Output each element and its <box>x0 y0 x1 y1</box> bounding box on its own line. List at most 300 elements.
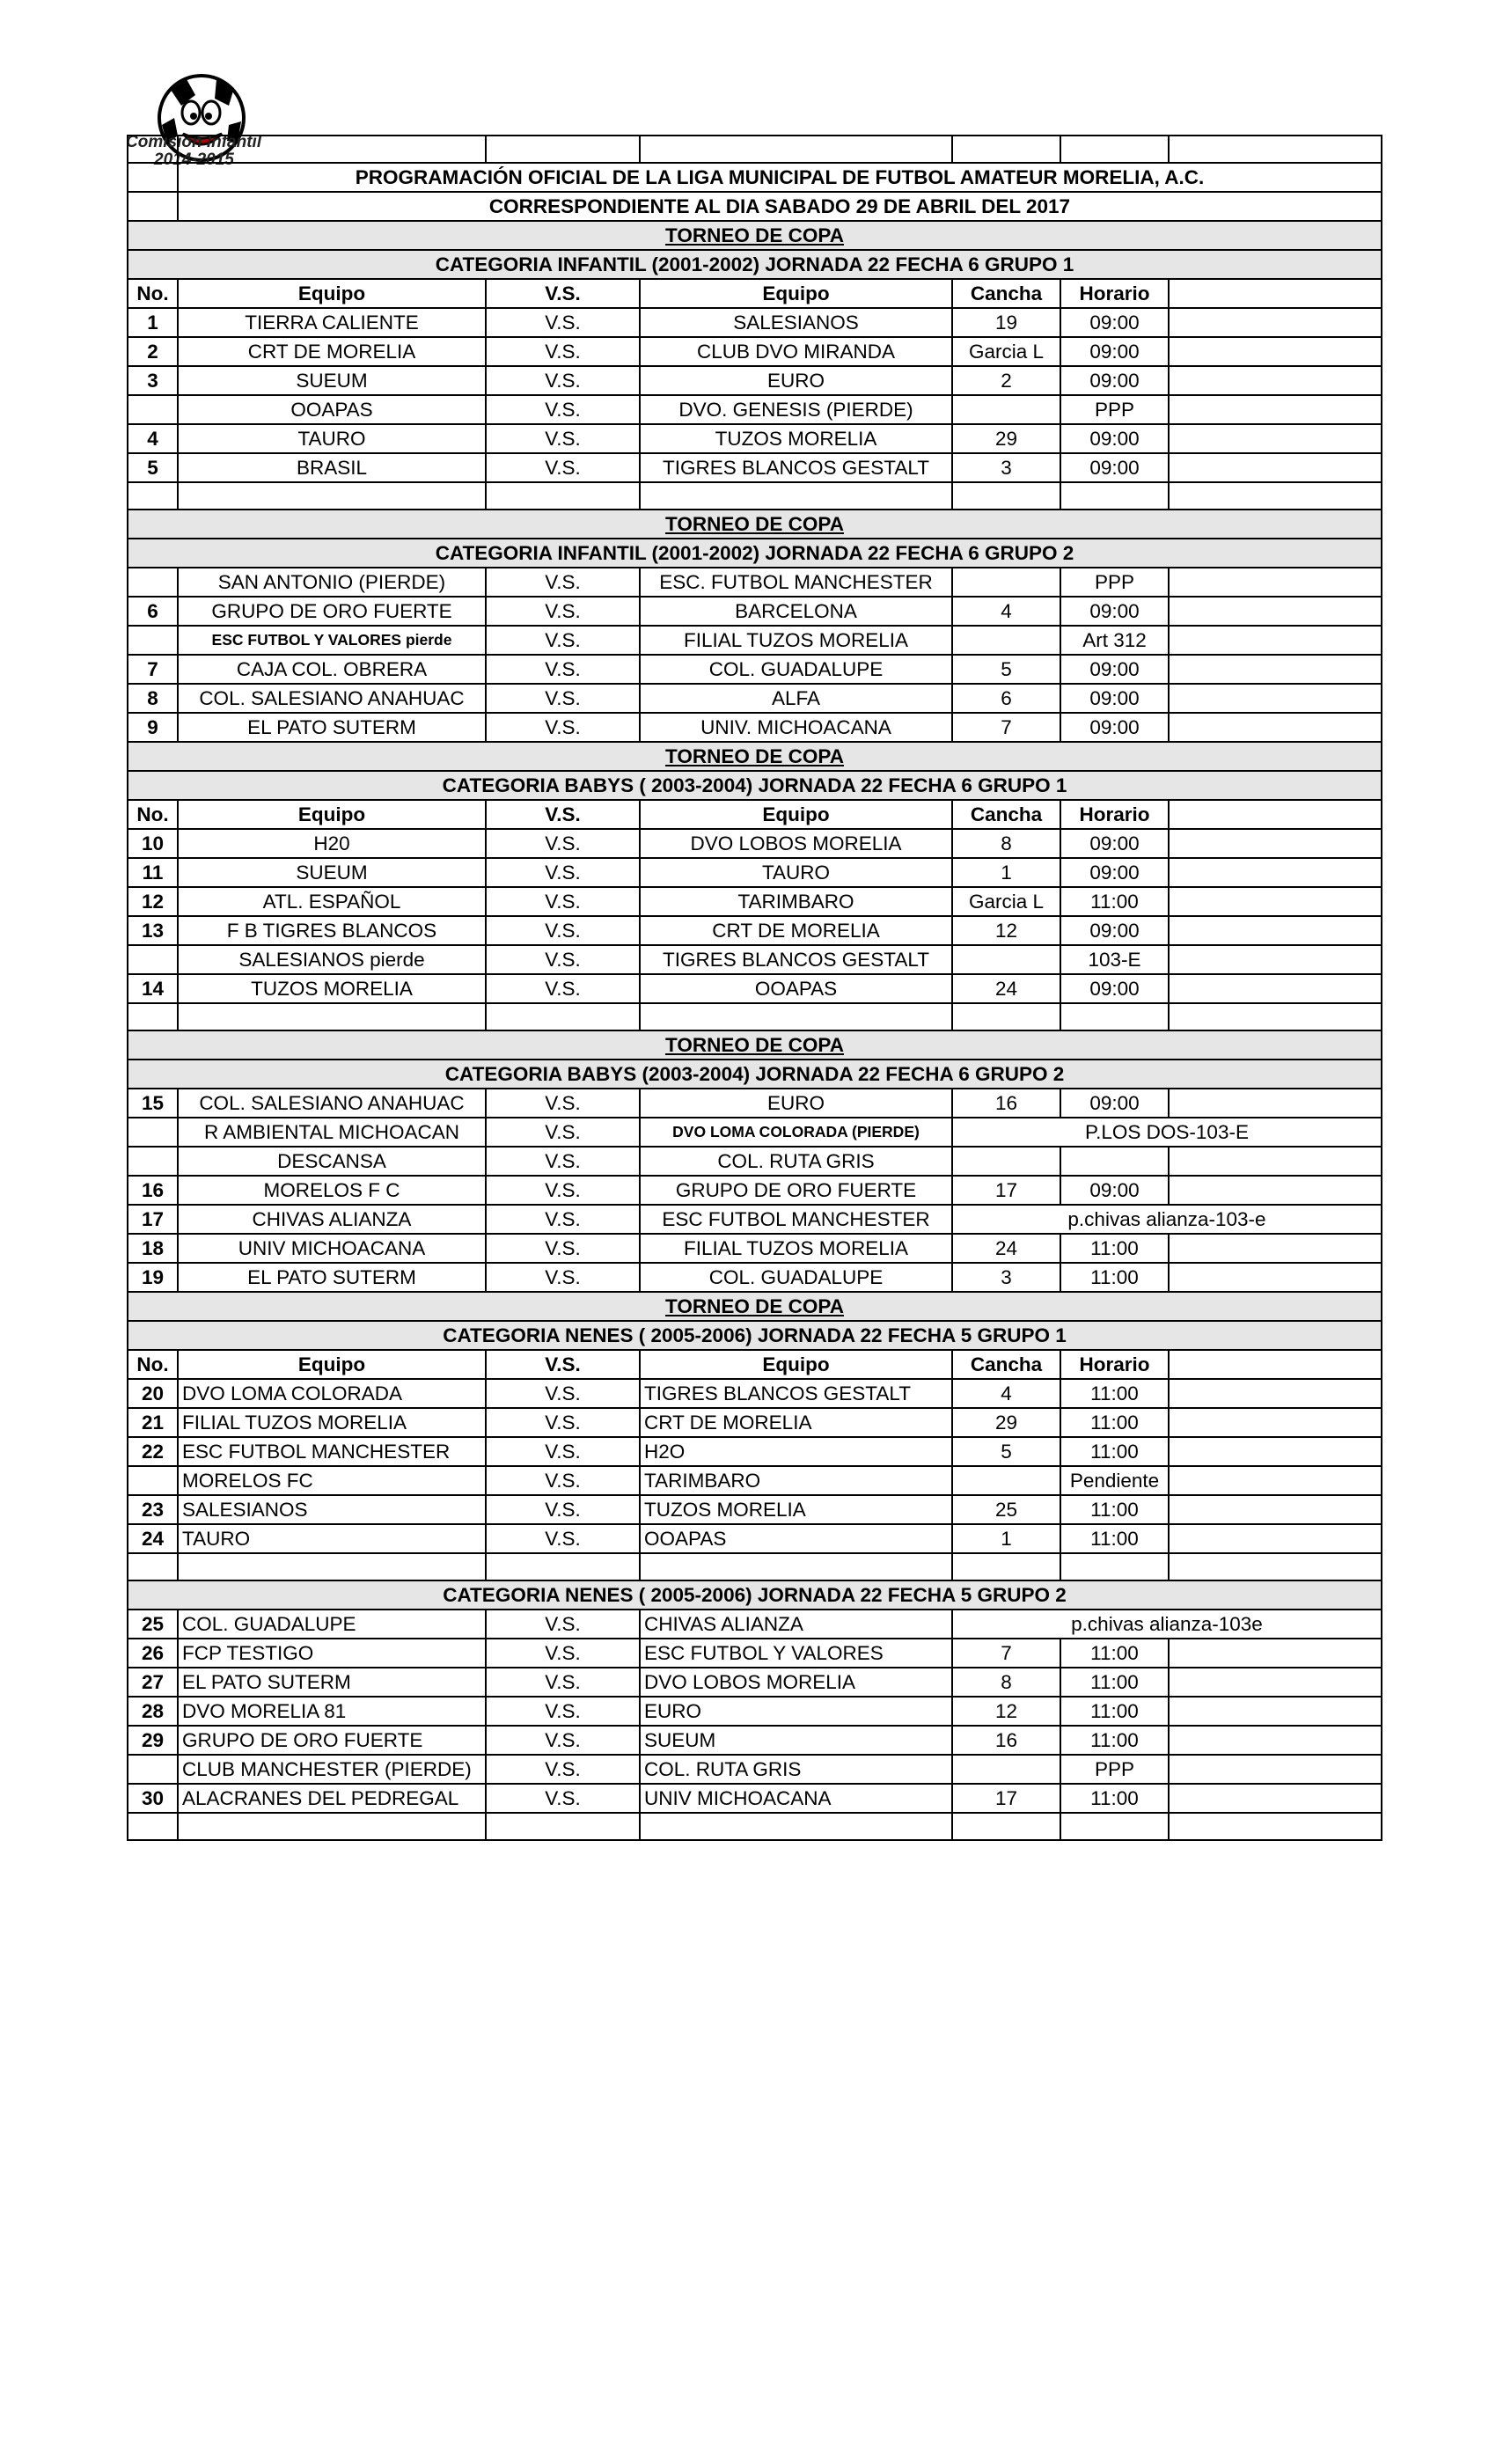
schedule-table <box>127 135 1382 1841</box>
field-number: 5 <box>952 655 1060 684</box>
tournament-row <box>128 1030 1382 1060</box>
category-row <box>128 1060 1382 1089</box>
field-number: 2 <box>952 366 1060 395</box>
match-time: PPP <box>1060 395 1169 424</box>
match-time: 09:00 <box>1060 916 1169 945</box>
field-number: 6 <box>952 684 1060 713</box>
vs-label: V.S. <box>486 655 640 684</box>
match-number <box>128 1466 178 1495</box>
away-team: TUZOS MORELIA <box>640 1495 952 1524</box>
vs-label: V.S. <box>486 1118 640 1147</box>
empty-cell <box>1060 136 1169 163</box>
away-team: ALFA <box>640 684 952 713</box>
col-header-team-home: Equipo <box>178 1350 486 1379</box>
match-time: 09:00 <box>1060 1176 1169 1205</box>
col-header-team-away: Equipo <box>640 1350 952 1379</box>
col-header-vs: V.S. <box>486 1350 640 1379</box>
away-team: EURO <box>640 366 952 395</box>
away-team: COL. RUTA GRIS <box>640 1755 952 1784</box>
match-number: 22 <box>128 1437 178 1466</box>
home-team: H20 <box>178 829 486 858</box>
match-row <box>128 1408 1382 1437</box>
match-number: 16 <box>128 1176 178 1205</box>
field-number: 24 <box>952 974 1060 1003</box>
match-number: 5 <box>128 453 178 482</box>
match-number: 19 <box>128 1263 178 1292</box>
vs-label: V.S. <box>486 1755 640 1784</box>
empty-cell <box>1169 1524 1382 1553</box>
empty-cell <box>1060 482 1169 510</box>
home-team: TAURO <box>178 424 486 453</box>
match-number: 1 <box>128 308 178 337</box>
match-time: 11:00 <box>1060 1524 1169 1553</box>
match-time: 11:00 <box>1060 1234 1169 1263</box>
category-row <box>128 250 1382 279</box>
away-team: BARCELONA <box>640 597 952 626</box>
match-time: 11:00 <box>1060 1639 1169 1668</box>
away-team: TIGRES BLANCOS GESTALT <box>640 453 952 482</box>
match-number <box>128 945 178 974</box>
empty-cell <box>178 1813 486 1840</box>
col-header-team-away: Equipo <box>640 279 952 308</box>
vs-label: V.S. <box>486 1639 640 1668</box>
empty-cell <box>640 482 952 510</box>
empty-cell <box>1169 568 1382 597</box>
home-team: OOAPAS <box>178 395 486 424</box>
vs-label: V.S. <box>486 1668 640 1697</box>
empty-cell <box>1169 916 1382 945</box>
match-time: 11:00 <box>1060 1726 1169 1755</box>
away-team: CRT DE MORELIA <box>640 1408 952 1437</box>
empty-cell <box>1169 279 1382 308</box>
col-header-time: Horario <box>1060 800 1169 829</box>
match-number: 12 <box>128 887 178 916</box>
match-row <box>128 1466 1382 1495</box>
field-number <box>952 1147 1060 1176</box>
vs-label: V.S. <box>486 1089 640 1118</box>
field-number: 1 <box>952 1524 1060 1553</box>
empty-cell <box>1060 1553 1169 1580</box>
match-row <box>128 1697 1382 1726</box>
match-time: 09:00 <box>1060 829 1169 858</box>
match-number <box>128 395 178 424</box>
match-row <box>128 1205 1382 1234</box>
home-team: FILIAL TUZOS MORELIA <box>178 1408 486 1437</box>
empty-cell <box>1169 1553 1382 1580</box>
empty-cell <box>1169 308 1382 337</box>
field-number: 4 <box>952 1379 1060 1408</box>
home-team: SALESIANOS pierde <box>178 945 486 974</box>
away-team: TARIMBARO <box>640 887 952 916</box>
field-number: 4 <box>952 597 1060 626</box>
col-header-team-away: Equipo <box>640 800 952 829</box>
match-number: 27 <box>128 1668 178 1697</box>
vs-label: V.S. <box>486 1726 640 1755</box>
vs-label: V.S. <box>486 1466 640 1495</box>
field-number: 29 <box>952 1408 1060 1437</box>
match-number <box>128 1118 178 1147</box>
column-header-row <box>128 800 1382 829</box>
field-number: 1 <box>952 858 1060 887</box>
match-row <box>128 626 1382 655</box>
empty-cell <box>1169 800 1382 829</box>
title-row <box>128 163 1382 192</box>
field-number: 12 <box>952 916 1060 945</box>
home-team: CRT DE MORELIA <box>178 337 486 366</box>
category-row <box>128 539 1382 568</box>
match-number: 15 <box>128 1089 178 1118</box>
col-header-field: Cancha <box>952 800 1060 829</box>
empty-cell <box>1169 1784 1382 1813</box>
vs-label: V.S. <box>486 945 640 974</box>
match-number: 3 <box>128 366 178 395</box>
match-time: 09:00 <box>1060 597 1169 626</box>
match-number <box>128 568 178 597</box>
home-team: SALESIANOS <box>178 1495 486 1524</box>
vs-label: V.S. <box>486 1176 640 1205</box>
match-number: 24 <box>128 1524 178 1553</box>
match-time: 09:00 <box>1060 337 1169 366</box>
home-team: ALACRANES DEL PEDREGAL <box>178 1784 486 1813</box>
home-team: SUEUM <box>178 858 486 887</box>
field-number: 3 <box>952 1263 1060 1292</box>
field-number <box>952 1755 1060 1784</box>
match-number: 21 <box>128 1408 178 1437</box>
away-team: SALESIANOS <box>640 308 952 337</box>
empty-cell <box>1169 366 1382 395</box>
match-number: 2 <box>128 337 178 366</box>
field-number: 5 <box>952 1437 1060 1466</box>
empty-cell <box>1169 482 1382 510</box>
field-number: 19 <box>952 308 1060 337</box>
match-number: 26 <box>128 1639 178 1668</box>
home-team: TUZOS MORELIA <box>178 974 486 1003</box>
category-title: CATEGORIA BABYS ( 2003-2004) JORNADA 22 FECHA 6 GRUPO 1 <box>128 771 1382 800</box>
away-team: ESC. FUTBOL MANCHESTER <box>640 568 952 597</box>
subtitle-row <box>128 192 1382 221</box>
home-team: EL PATO SUTERM <box>178 1668 486 1697</box>
empty-cell <box>952 1003 1060 1030</box>
match-number: 10 <box>128 829 178 858</box>
tournament-title: TORNEO DE COPA <box>128 1292 1382 1321</box>
match-number: 4 <box>128 424 178 453</box>
match-time: 103-E <box>1060 945 1169 974</box>
empty-cell <box>640 1553 952 1580</box>
match-time: 09:00 <box>1060 713 1169 742</box>
away-team: FILIAL TUZOS MORELIA <box>640 1234 952 1263</box>
field-number: 25 <box>952 1495 1060 1524</box>
away-team: TUZOS MORELIA <box>640 424 952 453</box>
vs-label: V.S. <box>486 684 640 713</box>
col-header-field: Cancha <box>952 279 1060 308</box>
away-team: H2O <box>640 1437 952 1466</box>
category-row <box>128 771 1382 800</box>
vs-label: V.S. <box>486 829 640 858</box>
col-header-time: Horario <box>1060 1350 1169 1379</box>
blank-row <box>128 1813 1382 1840</box>
empty-cell <box>1169 684 1382 713</box>
match-row <box>128 1784 1382 1813</box>
match-number: 18 <box>128 1234 178 1263</box>
col-header-no: No. <box>128 1350 178 1379</box>
empty-cell <box>952 136 1060 163</box>
home-team: SUEUM <box>178 366 486 395</box>
empty-cell <box>952 1813 1060 1840</box>
match-row <box>128 858 1382 887</box>
home-team: MORELOS F C <box>178 1176 486 1205</box>
field-number: Garcia L <box>952 337 1060 366</box>
match-time: 09:00 <box>1060 858 1169 887</box>
column-header-row <box>128 279 1382 308</box>
empty-cell <box>1169 1350 1382 1379</box>
match-row <box>128 308 1382 337</box>
empty-cell <box>1169 858 1382 887</box>
home-team: ATL. ESPAÑOL <box>178 887 486 916</box>
home-team: COL. SALESIANO ANAHUAC <box>178 684 486 713</box>
empty-cell <box>1169 1668 1382 1697</box>
away-team: OOAPAS <box>640 974 952 1003</box>
field-number <box>952 395 1060 424</box>
tournament-title: TORNEO DE COPA <box>128 510 1382 539</box>
vs-label: V.S. <box>486 1263 640 1292</box>
match-time: 11:00 <box>1060 1668 1169 1697</box>
match-time: 09:00 <box>1060 684 1169 713</box>
match-number <box>128 1147 178 1176</box>
empty-cell <box>1169 945 1382 974</box>
match-time: 11:00 <box>1060 1495 1169 1524</box>
field-number: 17 <box>952 1176 1060 1205</box>
match-row <box>128 1263 1382 1292</box>
match-row <box>128 395 1382 424</box>
away-team: CLUB DVO MIRANDA <box>640 337 952 366</box>
home-team: CLUB MANCHESTER (PIERDE) <box>178 1755 486 1784</box>
empty-cell <box>178 136 486 163</box>
match-number: 13 <box>128 916 178 945</box>
field-number <box>952 568 1060 597</box>
vs-label: V.S. <box>486 1524 640 1553</box>
field-number: 8 <box>952 829 1060 858</box>
field-number <box>952 945 1060 974</box>
empty-cell <box>1060 1003 1169 1030</box>
category-title: CATEGORIA NENES ( 2005-2006) JORNADA 22 FECHA 5 GRUPO 1 <box>128 1321 1382 1350</box>
empty-cell <box>1169 136 1382 163</box>
away-team: COL. GUADALUPE <box>640 655 952 684</box>
empty-cell <box>1169 597 1382 626</box>
page-subtitle: CORRESPONDIENTE AL DIA SABADO 29 DE ABRIL DEL 2017 <box>178 192 1382 221</box>
match-number: 11 <box>128 858 178 887</box>
category-title: CATEGORIA INFANTIL (2001-2002) JORNADA 22 FECHA 6 GRUPO 1 <box>128 250 1382 279</box>
match-number: 28 <box>128 1697 178 1726</box>
empty-cell <box>1169 1234 1382 1263</box>
empty-cell <box>128 192 178 221</box>
category-row <box>128 1321 1382 1350</box>
match-time: 11:00 <box>1060 1379 1169 1408</box>
away-team: EURO <box>640 1089 952 1118</box>
match-row <box>128 1147 1382 1176</box>
empty-cell <box>1169 1147 1382 1176</box>
match-row <box>128 1379 1382 1408</box>
field-number: 8 <box>952 1668 1060 1697</box>
match-time <box>1060 1147 1169 1176</box>
empty-cell <box>1169 1437 1382 1466</box>
empty-cell <box>128 163 178 192</box>
match-row <box>128 1755 1382 1784</box>
vs-label: V.S. <box>486 1234 640 1263</box>
empty-cell <box>1169 1639 1382 1668</box>
match-row <box>128 684 1382 713</box>
home-team: DVO LOMA COLORADA <box>178 1379 486 1408</box>
empty-cell <box>1169 829 1382 858</box>
vs-label: V.S. <box>486 568 640 597</box>
match-note: p.chivas alianza-103-e <box>952 1205 1382 1234</box>
empty-cell <box>486 136 640 163</box>
blank-row <box>128 136 1382 163</box>
vs-label: V.S. <box>486 1495 640 1524</box>
empty-cell <box>1169 453 1382 482</box>
away-team: DVO LOBOS MORELIA <box>640 829 952 858</box>
match-row <box>128 1176 1382 1205</box>
tournament-title: TORNEO DE COPA <box>128 221 1382 250</box>
away-team: SUEUM <box>640 1726 952 1755</box>
home-team: COL. SALESIANO ANAHUAC <box>178 1089 486 1118</box>
empty-cell <box>1169 1089 1382 1118</box>
field-number: 3 <box>952 453 1060 482</box>
vs-label: V.S. <box>486 1147 640 1176</box>
empty-cell <box>128 1003 178 1030</box>
match-row <box>128 887 1382 916</box>
match-row <box>128 1495 1382 1524</box>
match-row <box>128 945 1382 974</box>
match-time: 09:00 <box>1060 453 1169 482</box>
home-team: UNIV MICHOACANA <box>178 1234 486 1263</box>
logo-caption-line1: Comisión Infantil <box>126 133 262 151</box>
blank-row <box>128 1003 1382 1030</box>
field-number: 29 <box>952 424 1060 453</box>
field-number: 16 <box>952 1726 1060 1755</box>
match-time: 11:00 <box>1060 1784 1169 1813</box>
vs-label: V.S. <box>486 597 640 626</box>
vs-label: V.S. <box>486 887 640 916</box>
home-team: EL PATO SUTERM <box>178 1263 486 1292</box>
away-team: TIGRES BLANCOS GESTALT <box>640 945 952 974</box>
empty-cell <box>128 1553 178 1580</box>
away-team: DVO LOBOS MORELIA <box>640 1668 952 1697</box>
match-time: PPP <box>1060 1755 1169 1784</box>
match-time: 09:00 <box>1060 366 1169 395</box>
home-team: TIERRA CALIENTE <box>178 308 486 337</box>
vs-label: V.S. <box>486 916 640 945</box>
column-header-row <box>128 1350 1382 1379</box>
empty-cell <box>486 1813 640 1840</box>
empty-cell <box>1169 1495 1382 1524</box>
empty-cell <box>128 1813 178 1840</box>
home-team: GRUPO DE ORO FUERTE <box>178 597 486 626</box>
vs-label: V.S. <box>486 713 640 742</box>
match-time: 11:00 <box>1060 1437 1169 1466</box>
col-header-team-home: Equipo <box>178 279 486 308</box>
empty-cell <box>486 1553 640 1580</box>
home-team: CAJA COL. OBRERA <box>178 655 486 684</box>
match-row <box>128 453 1382 482</box>
field-number: 7 <box>952 713 1060 742</box>
away-team: UNIV MICHOACANA <box>640 1784 952 1813</box>
empty-cell <box>952 482 1060 510</box>
vs-label: V.S. <box>486 395 640 424</box>
empty-cell <box>1169 1263 1382 1292</box>
empty-cell <box>1169 337 1382 366</box>
vs-label: V.S. <box>486 1408 640 1437</box>
col-header-field: Cancha <box>952 1350 1060 1379</box>
match-number: 9 <box>128 713 178 742</box>
match-row <box>128 916 1382 945</box>
match-number: 23 <box>128 1495 178 1524</box>
empty-cell <box>1169 1755 1382 1784</box>
home-team: COL. GUADALUPE <box>178 1610 486 1639</box>
match-time: 11:00 <box>1060 1697 1169 1726</box>
match-time: 11:00 <box>1060 1408 1169 1437</box>
away-team: GRUPO DE ORO FUERTE <box>640 1176 952 1205</box>
page-title: PROGRAMACIÓN OFICIAL DE LA LIGA MUNICIPAL DE FUTBOL AMATEUR MORELIA, A.C. <box>178 163 1382 192</box>
home-team: ESC FUTBOL MANCHESTER <box>178 1437 486 1466</box>
match-number: 7 <box>128 655 178 684</box>
vs-label: V.S. <box>486 1205 640 1234</box>
vs-label: V.S. <box>486 1784 640 1813</box>
match-time: 09:00 <box>1060 974 1169 1003</box>
vs-label: V.S. <box>486 337 640 366</box>
away-team: UNIV. MICHOACANA <box>640 713 952 742</box>
category-row <box>128 1580 1382 1610</box>
empty-cell <box>640 1003 952 1030</box>
empty-cell <box>1169 1726 1382 1755</box>
tournament-row <box>128 510 1382 539</box>
col-header-time: Horario <box>1060 279 1169 308</box>
category-title: CATEGORIA INFANTIL (2001-2002) JORNADA 22 FECHA 6 GRUPO 2 <box>128 539 1382 568</box>
vs-label: V.S. <box>486 1697 640 1726</box>
match-time: PPP <box>1060 568 1169 597</box>
vs-label: V.S. <box>486 424 640 453</box>
match-time: Pendiente <box>1060 1466 1169 1495</box>
empty-cell <box>486 482 640 510</box>
match-row <box>128 597 1382 626</box>
match-row <box>128 1610 1382 1639</box>
field-number: 17 <box>952 1784 1060 1813</box>
away-team: EURO <box>640 1697 952 1726</box>
match-time: 09:00 <box>1060 655 1169 684</box>
logo-caption-line2: 2014-2015 <box>154 150 234 169</box>
match-row <box>128 366 1382 395</box>
empty-cell <box>1169 395 1382 424</box>
away-team: FILIAL TUZOS MORELIA <box>640 626 952 655</box>
vs-label: V.S. <box>486 1610 640 1639</box>
vs-label: V.S. <box>486 626 640 655</box>
empty-cell <box>1169 626 1382 655</box>
home-team: CHIVAS ALIANZA <box>178 1205 486 1234</box>
match-number: 30 <box>128 1784 178 1813</box>
empty-cell <box>178 1003 486 1030</box>
category-title: CATEGORIA BABYS (2003-2004) JORNADA 22 FECHA 6 GRUPO 2 <box>128 1060 1382 1089</box>
match-row <box>128 337 1382 366</box>
home-team: ESC FUTBOL Y VALORES pierde <box>178 626 486 655</box>
field-number: 16 <box>952 1089 1060 1118</box>
col-header-no: No. <box>128 800 178 829</box>
empty-cell <box>1169 713 1382 742</box>
match-row <box>128 1639 1382 1668</box>
empty-cell <box>640 136 952 163</box>
away-team: ESC FUTBOL Y VALORES <box>640 1639 952 1668</box>
match-number: 17 <box>128 1205 178 1234</box>
match-number: 14 <box>128 974 178 1003</box>
empty-cell <box>128 482 178 510</box>
